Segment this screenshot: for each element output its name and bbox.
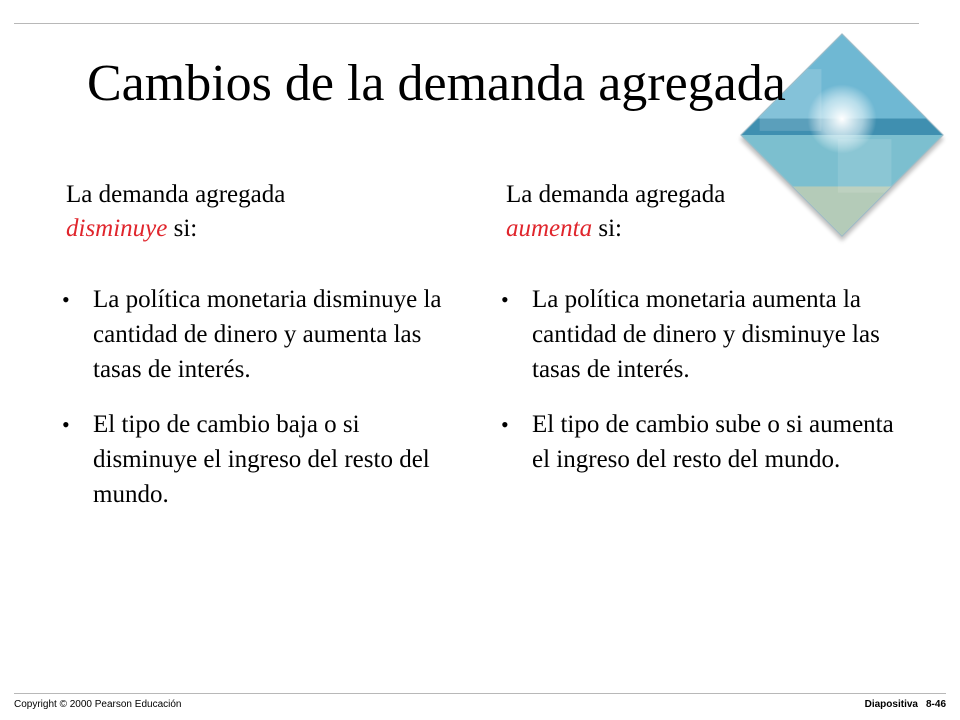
left-heading-keyword: disminuye (66, 215, 168, 242)
right-heading-keyword: aumenta (506, 215, 593, 242)
list-item (501, 282, 911, 387)
bullet-text: El tipo de cambio baja o si disminuye el ingreso del resto del mundo. (93, 411, 430, 508)
bullet-icon: • (501, 412, 509, 437)
bottom-divider (14, 693, 946, 694)
bullet-text: La política monetaria aumenta la cantidad de dinero y disminuye las tasas de interés. (532, 286, 880, 383)
list-item (62, 282, 462, 387)
left-heading-line1: La demanda agregada (66, 181, 286, 208)
list-item (62, 407, 462, 512)
right-column-heading (506, 178, 725, 246)
right-heading-suffix: si: (592, 215, 622, 242)
left-bullet-list (62, 282, 462, 532)
slide-title: Cambios de la demanda agregada (87, 55, 786, 112)
right-heading-line1: La demanda agregada (506, 181, 726, 208)
copyright-notice: Copyright © 2000 Pearson Educación (14, 699, 182, 710)
bullet-icon: • (62, 287, 70, 312)
right-bullet-list (501, 282, 911, 497)
slide-number-label (865, 698, 946, 712)
bullet-icon: • (62, 412, 70, 437)
top-divider (14, 23, 919, 24)
slide-number: 8-46 (925, 699, 946, 710)
bullet-text: La política monetaria disminuye la cantidad de dinero y aumenta las tasas de interés. (93, 286, 442, 383)
slide-label: Diapositiva (864, 699, 918, 710)
bullet-text: El tipo de cambio sube o si aumenta el ingreso del resto del mundo. (532, 411, 894, 473)
left-column-heading (66, 178, 285, 246)
bullet-icon: • (501, 287, 509, 312)
left-heading-suffix: si: (167, 215, 198, 242)
list-item (501, 407, 911, 477)
